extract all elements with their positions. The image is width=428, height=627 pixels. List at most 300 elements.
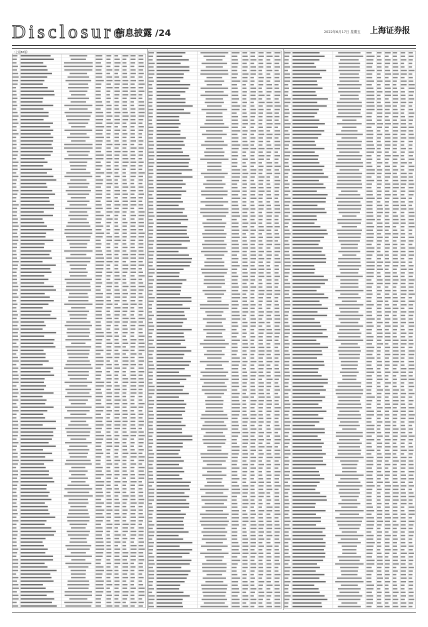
table-cell-text [385, 411, 389, 412]
table-cell-text [275, 159, 279, 160]
table-cell-text [267, 137, 273, 138]
table-cell-text [114, 59, 119, 60]
table-cell-text [242, 251, 246, 252]
table-cell-text [377, 443, 382, 444]
table-cell-text [341, 191, 358, 192]
table-cell-text [65, 229, 93, 230]
table-cell-text [232, 325, 239, 326]
table-cell-text [242, 485, 248, 486]
table-cell-text [114, 538, 119, 539]
table-cell-text [267, 396, 271, 397]
table-cell-text [122, 360, 128, 361]
table-cell-text [275, 56, 280, 57]
table-cell-text [385, 251, 389, 252]
table-cell-text [21, 577, 52, 578]
table-cell-text [106, 137, 110, 138]
table-cell-text [13, 83, 18, 84]
table-cell-text [242, 173, 248, 174]
table-cell-text [157, 215, 187, 216]
table-cell-text [258, 134, 264, 135]
table-cell-text [285, 272, 290, 273]
table-cell-text [258, 361, 263, 362]
table-cell-text [122, 300, 126, 301]
table-cell-text [131, 353, 137, 354]
table-cell-text [207, 297, 221, 298]
table-cell-text [401, 478, 406, 479]
brand-word: Disclosure [12, 22, 126, 43]
table-cell-text [385, 247, 390, 248]
table-cell-text [393, 425, 396, 426]
table-cell-text [201, 173, 228, 174]
table-cell-text [149, 290, 154, 291]
table-cell-text [131, 531, 137, 532]
table-cell-text [106, 80, 112, 81]
table-cell-text [285, 595, 291, 596]
table-cell-text [409, 70, 415, 71]
table-cell-text [267, 233, 272, 234]
table-cell-text [242, 120, 247, 121]
table-cell-text [385, 418, 389, 419]
table-cell-text [267, 304, 272, 305]
table-cell-text [267, 528, 273, 529]
table-cell-text [366, 183, 372, 184]
table-cell-text [250, 91, 256, 92]
table-cell-text [205, 311, 223, 312]
table-cell-text [65, 208, 91, 209]
table-cell-text [393, 176, 398, 177]
table-cell-text [377, 191, 382, 192]
table-cell-text [149, 279, 155, 280]
table-cell-text [258, 219, 262, 220]
table-cell-text [232, 347, 238, 348]
table-cell-text [377, 343, 383, 344]
table-cell-text [258, 393, 264, 394]
table-cell-text [338, 599, 360, 600]
table-cell-text [242, 308, 247, 309]
table-cell-text [131, 215, 137, 216]
table-cell-text [258, 528, 263, 529]
table-cell-text [267, 340, 273, 341]
table-cell-text [139, 94, 143, 95]
table-cell-text [122, 602, 125, 603]
table-cell-text [96, 499, 101, 500]
table-cell-text [106, 531, 110, 532]
table-cell-text [377, 134, 382, 135]
table-cell-text [96, 485, 104, 486]
table-cell-text [106, 438, 112, 439]
table-cell-text [377, 201, 380, 202]
table-cell-text [366, 66, 372, 67]
table-cell-text [409, 279, 415, 280]
table-cell-text [232, 581, 238, 582]
table-cell-text [275, 553, 280, 554]
table-cell-text [157, 393, 189, 394]
table-cell-text [64, 130, 92, 131]
table-cell-text [68, 502, 88, 503]
table-cell-text [393, 606, 398, 607]
table-cell-text [106, 158, 112, 159]
table-cell-text [122, 399, 126, 400]
table-cell-text [149, 503, 152, 504]
table-cell-text [68, 588, 89, 589]
table-cell-text [21, 481, 55, 482]
table-cell-text [385, 84, 390, 85]
table-cell-text [293, 205, 318, 206]
table-cell-text [385, 439, 391, 440]
table-cell-text [69, 399, 88, 400]
table-cell-text [366, 361, 371, 362]
table-cell-text [13, 307, 17, 308]
table-cell-text [393, 297, 398, 298]
table-cell-text [200, 361, 229, 362]
table-cell-text [232, 194, 238, 195]
table-cell-text [122, 357, 128, 358]
table-cell-text [342, 467, 356, 468]
table-cell-text [242, 297, 247, 298]
table-cell-text [131, 194, 135, 195]
table-cell-text [366, 577, 371, 578]
table-cell-text [401, 191, 406, 192]
table-cell-text [409, 389, 413, 390]
table-cell-text [70, 438, 86, 439]
table-cell-text [114, 123, 119, 124]
table-cell-text [13, 573, 17, 574]
table-cell-text [401, 546, 407, 547]
table-cell-text [275, 421, 279, 422]
table-cell-text [204, 279, 225, 280]
table-cell-text [285, 56, 290, 57]
table-cell-text [106, 282, 112, 283]
table-cell-text [122, 69, 126, 70]
table-cell-text [157, 528, 184, 529]
table-cell-text [131, 495, 136, 496]
table-cell-text [377, 606, 383, 607]
table-cell-text [122, 172, 125, 173]
table-cell-text [342, 499, 357, 500]
table-cell-text [258, 404, 263, 405]
table-cell-text [139, 304, 143, 305]
table-cell-text [401, 531, 405, 532]
table-cell-text [65, 595, 92, 596]
table-cell-text [385, 127, 389, 128]
table-cell-text [337, 183, 362, 184]
table-cell-text [149, 98, 153, 99]
table-cell-text [122, 76, 127, 77]
table-cell-text [21, 144, 52, 145]
table-cell-text [385, 308, 391, 309]
table-cell-text [131, 595, 135, 596]
table-cell-text [157, 492, 185, 493]
table-cell-text [13, 485, 18, 486]
table-cell-text [366, 297, 371, 298]
table-cell-text [68, 513, 89, 514]
table-cell-text [204, 176, 224, 177]
table-cell-text [258, 521, 263, 522]
table-cell-text [13, 591, 17, 592]
table-cell-text [114, 442, 119, 443]
table-cell-text [96, 123, 103, 124]
table-cell-text [250, 460, 255, 461]
table-cell-text [339, 592, 359, 593]
table-cell-text [149, 191, 154, 192]
table-cell-text [377, 151, 382, 152]
table-cell-text [149, 105, 153, 106]
table-cell-text [122, 261, 126, 262]
table-cell-text [285, 325, 290, 326]
table-cell-text [340, 269, 359, 270]
table-cell-text [366, 123, 374, 124]
table-cell-text [157, 91, 186, 92]
table-cell-text [139, 524, 142, 525]
table-cell-text [293, 215, 317, 216]
table-cell-text [21, 364, 43, 365]
table-cell-text [409, 471, 415, 472]
table-cell-text [338, 336, 360, 337]
table-cell-text [96, 307, 103, 308]
table-cell-text [21, 339, 55, 340]
table-cell-text [401, 173, 407, 174]
table-cell-text [114, 186, 118, 187]
table-cell-text [337, 407, 363, 408]
table-cell-text [67, 549, 90, 550]
table-cell-text [21, 552, 46, 553]
table-cell-text [258, 73, 262, 74]
table-cell-text [13, 346, 19, 347]
table-cell-text [131, 534, 137, 535]
table-cell-text [340, 421, 359, 422]
table-cell-text [385, 105, 391, 106]
table-cell-text [393, 173, 397, 174]
table-cell-text [106, 176, 110, 177]
table-cell-text [337, 176, 361, 177]
table-cell-text [366, 407, 371, 408]
table-cell-text [366, 293, 372, 294]
table-cell-text [385, 588, 389, 589]
table-cell-text [250, 414, 256, 415]
table-cell-text [21, 545, 44, 546]
table-cell-text [205, 503, 224, 504]
table-cell-text [377, 304, 382, 305]
table-cell-text [385, 301, 388, 302]
table-cell-text [285, 499, 289, 500]
table-cell-text [275, 98, 279, 99]
table-cell-text [203, 215, 226, 216]
table-cell-text [157, 198, 181, 199]
table-cell-text [285, 471, 290, 472]
table-cell-text [377, 499, 381, 500]
table-cell-text [250, 382, 254, 383]
table-cell-text [275, 492, 280, 493]
table-cell-text [122, 513, 126, 514]
table-cell-text [267, 63, 272, 64]
table-cell-text [409, 77, 413, 78]
table-cell-text [366, 435, 371, 436]
table-cell-text [293, 286, 321, 287]
table-cell-text [293, 503, 316, 504]
table-cell-text [131, 566, 136, 567]
table-cell-text [205, 187, 223, 188]
table-cell-text [106, 421, 112, 422]
table-cell-text [96, 382, 105, 383]
table-cell-text [366, 151, 374, 152]
table-cell-text [258, 414, 262, 415]
table-cell-text [157, 428, 182, 429]
table-cell-text [366, 173, 374, 174]
table-cell-text [21, 272, 52, 273]
table-cell-text [71, 527, 86, 528]
table-cell-text [131, 243, 135, 244]
table-cell-text [114, 385, 119, 386]
table-cell-text [139, 527, 144, 528]
table-cell-text [337, 180, 361, 181]
table-cell-text [157, 549, 193, 550]
table-cell-text [275, 347, 279, 348]
table-cell-text [341, 506, 357, 507]
table-cell-text [242, 116, 247, 117]
table-cell-text [122, 460, 126, 461]
table-cell-text [232, 414, 240, 415]
table-cell-text [96, 186, 101, 187]
table-cell-text [267, 549, 272, 550]
table-cell-text [293, 311, 318, 312]
table-cell-text [258, 262, 262, 263]
table-cell-text [139, 421, 144, 422]
table-cell-text [258, 450, 262, 451]
table-cell-text [409, 205, 412, 206]
table-cell-text [67, 350, 90, 351]
table-cell-text [258, 269, 264, 270]
table-cell-text [366, 219, 374, 220]
table-cell-text [202, 467, 226, 468]
table-cell-text [293, 581, 326, 582]
table-cell-text [275, 400, 279, 401]
table-cell-text [205, 155, 225, 156]
table-cell-text [96, 165, 103, 166]
table-cell-text [258, 464, 264, 465]
table-cell-text [377, 144, 382, 145]
table-cell-text [70, 414, 86, 415]
table-cell-text [139, 485, 144, 486]
table-cell-text [250, 599, 256, 600]
table-cell-text [149, 517, 153, 518]
table-cell-text [401, 269, 407, 270]
table-cell-text [409, 105, 412, 106]
table-cell-text [114, 353, 119, 354]
table-cell-text [157, 400, 184, 401]
table-cell-text [242, 425, 247, 426]
table-cell-text [377, 159, 381, 160]
table-cell-text [114, 470, 119, 471]
table-cell-text [139, 566, 143, 567]
table-cell-text [366, 538, 373, 539]
table-cell-text [293, 73, 320, 74]
table-cell-text [342, 531, 357, 532]
table-cell-text [409, 148, 413, 149]
table-cell-text [285, 279, 289, 280]
table-cell-text [106, 119, 111, 120]
table-cell-text [122, 183, 126, 184]
table-cell-text [21, 389, 44, 390]
table-cell-text [258, 66, 263, 67]
table-cell-text [285, 290, 290, 291]
table-cell-text [275, 439, 281, 440]
table-cell-text [250, 467, 256, 468]
table-cell-text [157, 233, 187, 234]
table-cell-text [377, 265, 382, 266]
table-cell-text [13, 73, 19, 74]
table-cell-text [337, 230, 362, 231]
table-cell-text [250, 567, 256, 568]
table-cell-text [114, 570, 118, 571]
table-cell-text [285, 531, 289, 532]
table-cell-text [131, 417, 136, 418]
table-cell-text [202, 592, 226, 593]
table-cell-text [340, 293, 358, 294]
table-cell-text [96, 154, 104, 155]
table-cell-text [232, 201, 238, 202]
table-cell-text [114, 55, 118, 56]
table-cell-text [96, 495, 104, 496]
table-cell-text [401, 347, 405, 348]
table-cell-text [250, 336, 255, 337]
table-cell-text [285, 400, 290, 401]
table-cell-text [275, 73, 280, 74]
table-cell-text [335, 56, 363, 57]
table-cell-text [267, 276, 272, 277]
table-cell-text [293, 343, 321, 344]
table-cell-text [201, 88, 229, 89]
table-cell-text [340, 460, 358, 461]
table-cell-text [149, 276, 153, 277]
table-cell-text [114, 190, 120, 191]
table-cell-text [149, 599, 155, 600]
table-cell-text [67, 435, 90, 436]
table-cell-text [21, 94, 55, 95]
table-cell-text [131, 392, 137, 393]
table-cell-text [293, 162, 320, 163]
table-cell-text [13, 105, 18, 106]
table-cell-text [258, 120, 262, 121]
table-cell-text [267, 542, 271, 543]
table-cell-text [285, 80, 290, 81]
table-cell-text [149, 542, 154, 543]
table-cell-text [202, 63, 227, 64]
table-cell-text [122, 598, 127, 599]
table-cell-text [285, 510, 290, 511]
table-cell-text [401, 329, 405, 330]
table-cell-text [258, 514, 262, 515]
table-cell-text [338, 262, 360, 263]
table-cell-text [267, 56, 273, 57]
table-cell-text [122, 364, 128, 365]
table-cell-text [366, 180, 374, 181]
table-cell-text [13, 123, 19, 124]
table-cell-text [69, 162, 87, 163]
table-cell-text [267, 499, 272, 500]
table-cell-text [203, 528, 225, 529]
table-cell-text [293, 56, 325, 57]
table-cell-text [393, 226, 396, 227]
table-cell-text [106, 236, 112, 237]
table-cell-text [122, 339, 127, 340]
table-cell-text [114, 456, 118, 457]
table-cell-text [242, 169, 246, 170]
table-cell-text [114, 396, 119, 397]
table-cell-text [114, 115, 119, 116]
table-cell-text [250, 301, 253, 302]
table-cell-text [106, 133, 110, 134]
table-cell-text [157, 247, 188, 248]
